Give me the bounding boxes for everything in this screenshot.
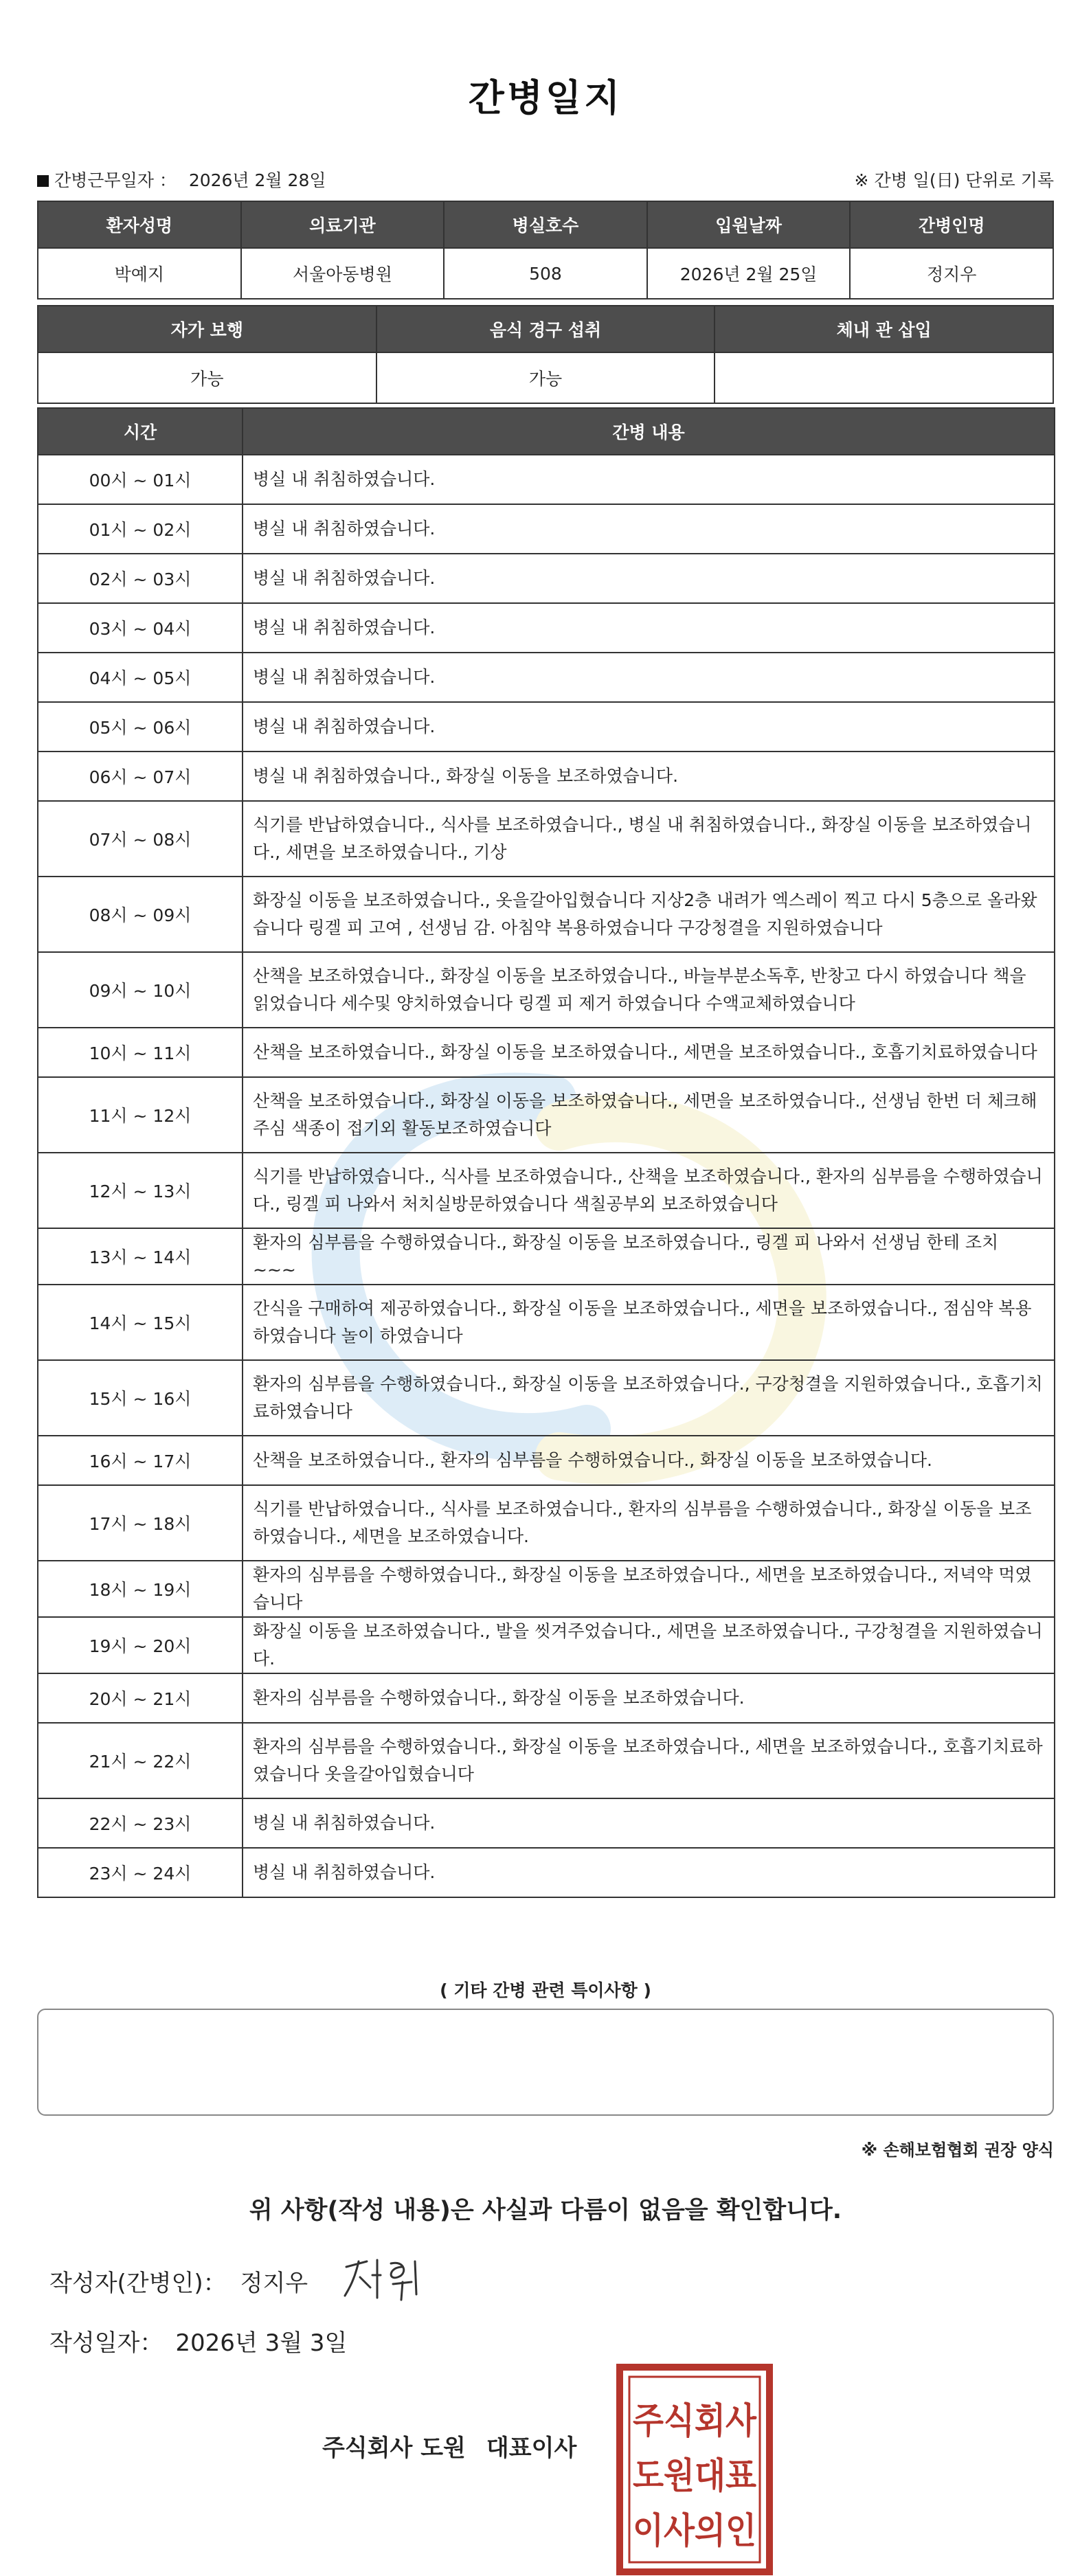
- care-content-cell: 환자의 심부름을 수행하였습니다., 화장실 이동을 보조하였습니다., 세면을 보조하였습니다., 저녁약 먹였습니다: [243, 1561, 1055, 1617]
- care-row: [38, 1485, 1055, 1561]
- page-title: 간병일지: [468, 76, 623, 120]
- care-content-cell: 산책을 보조하였습니다., 화장실 이동을 보조하였습니다., 바늘부분소독후, 반창고 다시 하였습니다 책을 읽었습니다 세수및 양치하였습니다 링겔 피 제거 하였습니다 수액교체하였습니다: [243, 952, 1055, 1028]
- care-content-cell: 병실 내 취침하였습니다.: [243, 1798, 1055, 1848]
- patient-name: 박예지: [38, 248, 241, 299]
- care-time-cell: 04시 ~ 05시: [38, 653, 243, 702]
- patient-info-table: [37, 201, 1054, 300]
- care-time-cell: 01시 ~ 02시: [38, 504, 243, 554]
- care-row: [38, 1228, 1055, 1285]
- care-time-cell: 23시 ~ 24시: [38, 1848, 243, 1897]
- info-header: 간병인명: [850, 201, 1053, 248]
- care-content-cell: 산책을 보조하였습니다., 화장실 이동을 보조하였습니다., 세면을 보조하였습니다., 선생님 한번 더 체크해주심 색종이 접기외 활동보조하였습니다: [243, 1077, 1055, 1153]
- care-row: [38, 1723, 1055, 1798]
- care-content-cell: 병실 내 취침하였습니다., 화장실 이동을 보조하였습니다.: [243, 752, 1055, 801]
- care-content-cell: 환자의 심부름을 수행하였습니다., 화장실 이동을 보조하였습니다., 링겔 피 나와서 선생님 한테 조치 ~~~: [243, 1228, 1055, 1285]
- care-time-cell: 05시 ~ 06시: [38, 702, 243, 752]
- writer-line: [49, 2264, 308, 2298]
- care-row: [38, 1848, 1055, 1897]
- care-row: [38, 603, 1055, 653]
- work-date: [37, 167, 326, 192]
- care-content-cell: 화장실 이동을 보조하였습니다., 발을 씻겨주었습니다., 세면을 보조하였습니다., 구강청결을 지원하였습니다.: [243, 1617, 1055, 1673]
- care-content-cell: 산책을 보조하였습니다., 환자의 심부름을 수행하였습니다., 화장실 이동을 보조하였습니다.: [243, 1436, 1055, 1485]
- work-date-label: 간병근무일자 ：: [54, 170, 177, 190]
- care-row: [38, 1360, 1055, 1436]
- info-header: 입원날짜: [647, 201, 851, 248]
- care-time-cell: 21시 ~ 22시: [38, 1723, 243, 1798]
- care-time-cell: 22시 ~ 23시: [38, 1798, 243, 1848]
- care-time-cell: 19시 ~ 20시: [38, 1617, 243, 1673]
- square-bullet-icon: [37, 175, 49, 187]
- care-row: [38, 504, 1055, 554]
- care-content-cell: 병실 내 취침하였습니다.: [243, 603, 1055, 653]
- care-content-cell: 환자의 심부름을 수행하였습니다., 화장실 이동을 보조하였습니다., 세면을 보조하였습니다., 호흡기치료하였습니다 옷을갈아입혔습니다: [243, 1723, 1055, 1798]
- care-content-cell: 식기를 반납하였습니다., 식사를 보조하였습니다., 병실 내 취침하였습니다., 화장실 이동을 보조하였습니다., 세면을 보조하였습니다., 기상: [243, 801, 1055, 877]
- tube-insertion-value: [715, 352, 1053, 403]
- signature-image: [339, 2246, 442, 2308]
- care-time-cell: 13시 ~ 14시: [38, 1228, 243, 1285]
- written-date-value: 2026년 3월 3일: [175, 2329, 348, 2357]
- care-time-cell: 20시 ~ 21시: [38, 1673, 243, 1723]
- care-content-cell: 간식을 구매하여 제공하였습니다., 화장실 이동을 보조하였습니다., 세면을 보조하였습니다., 점심약 복용하였습니다 놀이 하였습니다: [243, 1285, 1055, 1360]
- care-content-cell: 환자의 심부름을 수행하였습니다., 화장실 이동을 보조하였습니다.: [243, 1673, 1055, 1723]
- oral-intake-value: 가능: [376, 352, 715, 403]
- care-time-cell: 16시 ~ 17시: [38, 1436, 243, 1485]
- care-row: [38, 1436, 1055, 1485]
- care-log-table: [37, 407, 1055, 1898]
- patient-ability-table: [37, 305, 1054, 404]
- care-time-cell: 17시 ~ 18시: [38, 1485, 243, 1561]
- care-time-cell: 15시 ~ 16시: [38, 1360, 243, 1436]
- written-date-line: [49, 2324, 347, 2358]
- care-content-cell: 환자의 심부름을 수행하였습니다., 화장실 이동을 보조하였습니다., 구강청결을 지원하였습니다., 호흡기치료하였습니다: [243, 1360, 1055, 1436]
- care-time-cell: 08시 ~ 09시: [38, 877, 243, 952]
- company-line: [322, 2429, 576, 2463]
- care-row: [38, 801, 1055, 877]
- confirmation-statement: 위 사항(작성 내용)은 사실과 다름이 없음을 확인합니다.: [249, 2197, 842, 2224]
- remarks-box: [37, 2009, 1054, 2116]
- care-row: [38, 455, 1055, 504]
- care-content-cell: 병실 내 취침하였습니다.: [243, 702, 1055, 752]
- seal-line-3: 이사의인: [633, 2511, 756, 2552]
- care-time-cell: 18시 ~ 19시: [38, 1561, 243, 1617]
- care-row: [38, 752, 1055, 801]
- care-content-cell: 산책을 보조하였습니다., 화장실 이동을 보조하였습니다., 세면을 보조하였습니다., 호흡기치료하였습니다: [243, 1028, 1055, 1077]
- care-row: [38, 554, 1055, 603]
- source-note: ※ 손해보험협회 권장 양식: [861, 2140, 1054, 2160]
- care-time-cell: 09시 ~ 10시: [38, 952, 243, 1028]
- care-time-cell: 07시 ~ 08시: [38, 801, 243, 877]
- care-row: [38, 1285, 1055, 1360]
- care-row: [38, 1673, 1055, 1723]
- ability-header: 체내 관 삽입: [715, 306, 1053, 352]
- care-row: [38, 1028, 1055, 1077]
- info-header: 병실호수: [444, 201, 647, 248]
- care-row: [38, 1617, 1055, 1673]
- care-content-cell: 화장실 이동을 보조하였습니다., 옷을갈아입혔습니다 지상2층 내려가 엑스레이 찍고 다시 5층으로 올라왔습니다 링겔 피 고여 , 선생님 감. 아침약 복용하였습니다 구강청결을 지원하였습니다: [243, 877, 1055, 952]
- writer-label: 작성자(간병인)：: [49, 2270, 227, 2297]
- care-time-cell: 12시 ~ 13시: [38, 1153, 243, 1228]
- care-row: [38, 653, 1055, 702]
- caregiver-name: 정지우: [850, 248, 1053, 299]
- hospital-name: 서울아동병원: [241, 248, 445, 299]
- care-content-cell: 병실 내 취침하였습니다.: [243, 1848, 1055, 1897]
- written-date-label: 작성일자：: [49, 2329, 164, 2357]
- care-time-cell: 00시 ~ 01시: [38, 455, 243, 504]
- care-content-cell: 병실 내 취침하였습니다.: [243, 455, 1055, 504]
- info-header: 의료기관: [241, 201, 445, 248]
- care-row: [38, 952, 1055, 1028]
- care-row: [38, 702, 1055, 752]
- care-time-cell: 14시 ~ 15시: [38, 1285, 243, 1360]
- care-content-cell: 병실 내 취침하였습니다.: [243, 504, 1055, 554]
- care-content-cell: 식기를 반납하였습니다., 식사를 보조하였습니다., 산책을 보조하였습니다., 환자의 심부름을 수행하였습니다., 링겔 피 나와서 처치실방문하였습니다 색칠공부외 보조하였습니다: [243, 1153, 1055, 1228]
- remarks-title: ( 기타 간병 관련 특이사항 ): [440, 1980, 651, 2000]
- care-row: [38, 1798, 1055, 1848]
- room-number: 508: [444, 248, 647, 299]
- company-role: 대표이사: [486, 2434, 577, 2462]
- admission-date: 2026년 2월 25일: [647, 248, 851, 299]
- care-time-cell: 06시 ~ 07시: [38, 752, 243, 801]
- care-row: [38, 1561, 1055, 1617]
- company-name: 주식회사 도원: [322, 2434, 466, 2462]
- care-row: [38, 877, 1055, 952]
- care-row: [38, 1153, 1055, 1228]
- unit-note: ※ 간병 일(日) 단위로 기록: [854, 170, 1054, 190]
- time-header: 시간: [38, 408, 243, 455]
- care-content-cell: 병실 내 취침하였습니다.: [243, 554, 1055, 603]
- care-row: [38, 1077, 1055, 1153]
- content-header: 간병 내용: [243, 408, 1055, 455]
- care-time-cell: 03시 ~ 04시: [38, 603, 243, 653]
- info-header: 환자성명: [38, 201, 241, 248]
- work-date-value: 2026년 2월 28일: [188, 170, 326, 190]
- care-content-cell: 병실 내 취침하였습니다.: [243, 653, 1055, 702]
- care-time-cell: 10시 ~ 11시: [38, 1028, 243, 1077]
- care-time-cell: 11시 ~ 12시: [38, 1077, 243, 1153]
- company-seal-stamp: [616, 2363, 774, 2576]
- care-time-cell: 02시 ~ 03시: [38, 554, 243, 603]
- ability-header: 자가 보행: [38, 306, 376, 352]
- ability-header: 음식 경구 섭취: [376, 306, 715, 352]
- care-content-cell: 식기를 반납하였습니다., 식사를 보조하였습니다., 환자의 심부름을 수행하였습니다., 화장실 이동을 보조하였습니다., 세면을 보조하였습니다.: [243, 1485, 1055, 1561]
- seal-line-1: 주식회사: [633, 2401, 757, 2442]
- seal-line-2: 도원대표: [633, 2456, 756, 2497]
- writer-name: 정지우: [240, 2270, 308, 2297]
- self-walking-value: 가능: [38, 352, 376, 403]
